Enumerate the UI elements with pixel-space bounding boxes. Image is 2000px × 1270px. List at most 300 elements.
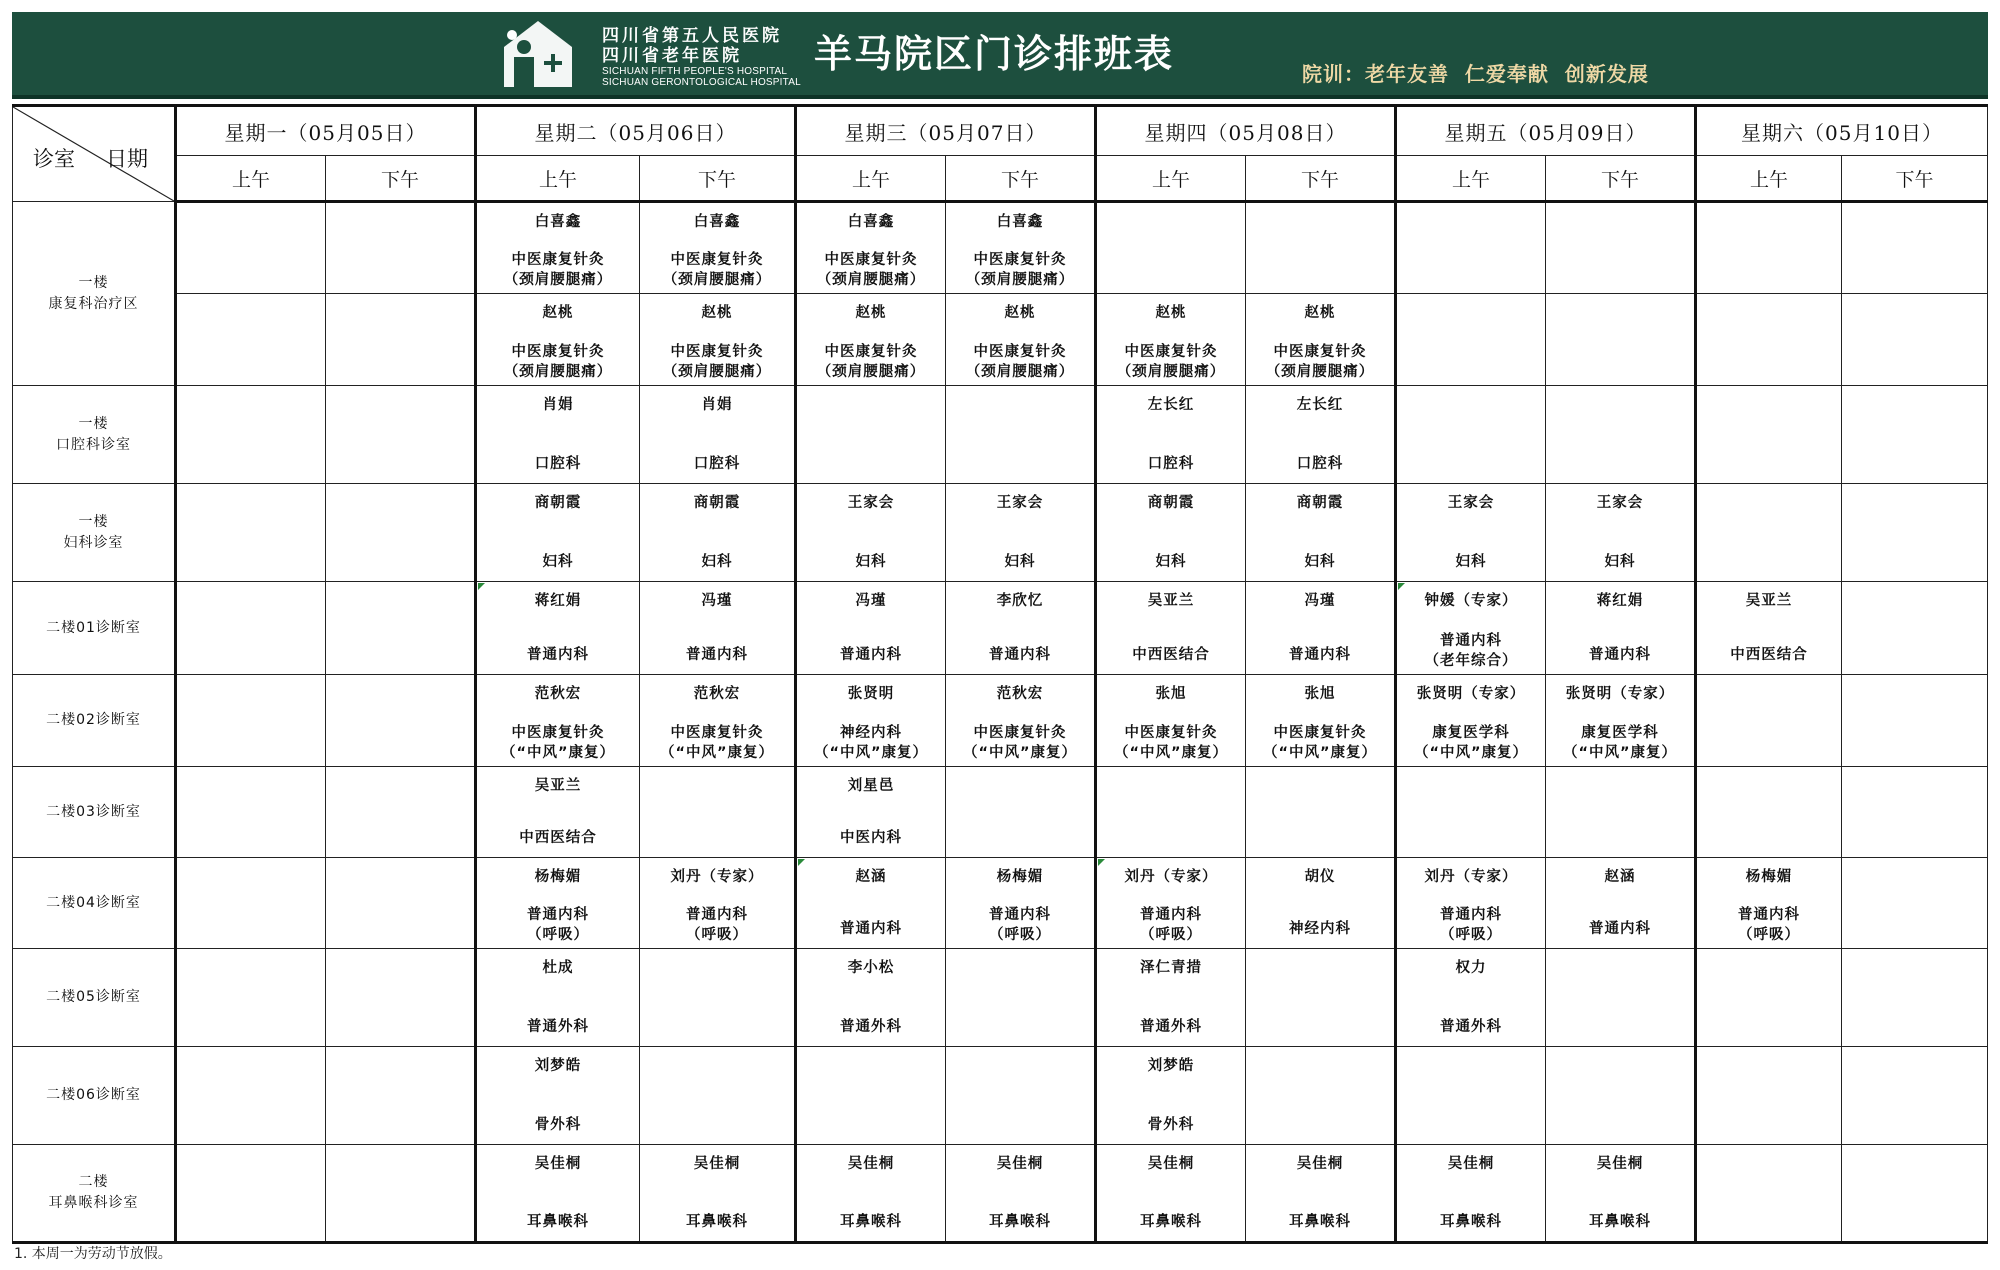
- department-line1: 普通内科: [1140, 907, 1202, 923]
- schedule-cell: [1246, 582, 1396, 675]
- doctor-name: 范秋宏: [534, 686, 582, 702]
- schedule-cell: [1096, 949, 1246, 1047]
- schedule-cell: [640, 675, 796, 767]
- doctor-name: 王家会: [996, 495, 1044, 511]
- schedule-cell: [476, 1047, 640, 1145]
- schedule-cell: [476, 767, 640, 858]
- schedule-cell: [176, 675, 326, 767]
- schedule-cell: [1096, 294, 1246, 386]
- pm-header: 下午: [1546, 156, 1696, 202]
- schedule-cell: [326, 675, 476, 767]
- department: [1546, 1212, 1694, 1232]
- schedule-cell: [476, 949, 640, 1047]
- room-label-line2: 康复科治疗区: [48, 295, 139, 312]
- doctor-name: 李小松: [847, 960, 895, 976]
- department: [946, 645, 1094, 665]
- schedule-cell: [326, 1145, 476, 1243]
- schedule-cell: [1842, 858, 1988, 949]
- department-line1: 中医康复针灸: [973, 725, 1067, 741]
- schedule-cell: [1696, 675, 1842, 767]
- schedule-cell: [946, 1145, 1096, 1243]
- department-line2: （“中风”康复）: [962, 745, 1078, 761]
- department-line1: 耳鼻喉科: [840, 1214, 902, 1230]
- doctor-name: 刘梦皓: [1147, 1058, 1195, 1074]
- department-line1: 妇科: [1004, 554, 1036, 570]
- department: [1697, 645, 1841, 665]
- schedule-row: [13, 949, 1988, 1047]
- schedule-cell: [1696, 386, 1842, 484]
- schedule-cell: [1396, 484, 1546, 582]
- corner-header: [13, 106, 176, 202]
- department: [1697, 905, 1841, 945]
- schedule-row: [13, 1047, 1988, 1145]
- department: [1397, 552, 1545, 572]
- department-line1: 口腔科: [1296, 456, 1344, 472]
- schedule-cell: [1696, 484, 1842, 582]
- department: [1097, 454, 1245, 474]
- doctor-name: 李欣忆: [996, 593, 1044, 609]
- department-line1: 普通内科: [989, 907, 1051, 923]
- schedule-cell: [640, 949, 796, 1047]
- doctor-name: 赵涵: [855, 869, 887, 885]
- doctor-name: 肖娟: [701, 397, 733, 413]
- schedule-cell: [176, 294, 326, 386]
- schedule-cell: [796, 675, 946, 767]
- department-line1: 中医康复针灸: [973, 252, 1067, 268]
- department-line2: （“中风”康复）: [500, 745, 616, 761]
- department: [1246, 645, 1394, 665]
- department-line2: （呼吸）: [1140, 927, 1202, 943]
- department-line1: 中医康复针灸: [1273, 725, 1367, 741]
- schedule-cell: [476, 675, 640, 767]
- doctor-name: 刘丹（专家）: [1424, 869, 1518, 885]
- department-line1: 耳鼻喉科: [1440, 1214, 1502, 1230]
- schedule-cell: [1842, 582, 1988, 675]
- schedule-cell: [1546, 202, 1696, 294]
- department-line1: 普通内科: [1289, 647, 1351, 663]
- department-line1: 普通内科: [1440, 633, 1502, 649]
- department: [1397, 905, 1545, 945]
- schedule-cell: [1396, 858, 1546, 949]
- schedule-row: [13, 582, 1988, 675]
- schedule-cell: [640, 582, 796, 675]
- schedule-row: [13, 386, 1988, 484]
- doctor-name: 白喜鑫: [693, 214, 741, 230]
- department-line2: （颈肩腰腿痛）: [503, 272, 613, 288]
- schedule-cell: [1246, 484, 1396, 582]
- doctor-name: 白喜鑫: [996, 214, 1044, 230]
- department-line2: （颈肩腰腿痛）: [965, 272, 1075, 288]
- page-title: 羊马院区门诊排班表: [814, 31, 1175, 76]
- schedule-cell: [476, 202, 640, 294]
- schedule-cell: [946, 202, 1096, 294]
- room-label: [13, 1047, 176, 1145]
- schedule-cell: [946, 675, 1096, 767]
- department-line1: 普通内科: [686, 647, 748, 663]
- department: [946, 1212, 1094, 1232]
- schedule-cell: [1246, 1145, 1396, 1243]
- department-line2: （老年综合）: [1424, 653, 1518, 669]
- schedule-cell: [796, 484, 946, 582]
- schedule-cell: [1546, 1047, 1696, 1145]
- schedule-cell: [476, 484, 640, 582]
- department-line1: 普通内科: [1589, 647, 1651, 663]
- day-header: 星期四（05月08日）: [1096, 106, 1396, 156]
- schedule-cell: [1696, 858, 1842, 949]
- department-line1: 神经内科: [840, 725, 902, 741]
- department-line2: （颈肩腰腿痛）: [662, 272, 772, 288]
- department: [477, 645, 639, 665]
- cell-note-marker: [798, 859, 805, 866]
- department-line1: 中西医结合: [1132, 647, 1210, 663]
- schedule-body: [13, 202, 1988, 1243]
- department-line1: 普通内科: [840, 921, 902, 937]
- doctor-name: 赵桃: [1004, 305, 1036, 321]
- schedule-cell: [640, 1047, 796, 1145]
- doctor-name: 吴佳桐: [847, 1156, 895, 1172]
- schedule-cell: [1096, 1047, 1246, 1145]
- schedule-table: [12, 104, 1988, 1244]
- day-header: 星期一（05月05日）: [176, 106, 476, 156]
- room-label: [13, 767, 176, 858]
- doctor-name: 王家会: [1596, 495, 1644, 511]
- doctor-name: 赵桃: [701, 305, 733, 321]
- room-label-line1: 二楼: [78, 1174, 109, 1190]
- schedule-cell: [1396, 767, 1546, 858]
- schedule-cell: [1546, 386, 1696, 484]
- schedule-row: [13, 675, 1988, 767]
- department-line1: 中医康复针灸: [973, 344, 1067, 360]
- doctor-name: 商朝霞: [1296, 495, 1344, 511]
- pm-header: 下午: [326, 156, 476, 202]
- department-line1: 中医康复针灸: [1273, 344, 1367, 360]
- schedule-cell: [176, 386, 326, 484]
- department: [797, 645, 945, 665]
- department: [1546, 645, 1694, 665]
- department-line1: 神经内科: [1289, 921, 1351, 937]
- department: [1546, 919, 1694, 939]
- schedule-cell: [946, 767, 1096, 858]
- doctor-name: 赵涵: [1604, 869, 1636, 885]
- department: [1097, 1212, 1245, 1232]
- schedule-cell: [640, 202, 796, 294]
- schedule-cell: [796, 294, 946, 386]
- day-header: 星期五（05月09日）: [1396, 106, 1696, 156]
- doctor-name: 肖娟: [542, 397, 574, 413]
- schedule-cell: [1246, 202, 1396, 294]
- department: [946, 250, 1094, 290]
- hospital-name-cn-1: 四川省第五人民医院: [602, 26, 782, 46]
- department: [477, 1115, 639, 1135]
- doctor-name: 泽仁青措: [1140, 960, 1202, 976]
- room-label-line1: 二楼01诊断室: [46, 619, 141, 636]
- department-line1: 妇科: [1155, 554, 1187, 570]
- cell-note-marker: [478, 583, 485, 590]
- doctor-name: 杨梅媚: [996, 869, 1044, 885]
- department: [797, 828, 945, 848]
- schedule-row: [13, 1145, 1988, 1243]
- department: [477, 1212, 639, 1232]
- department-line2: （颈肩腰腿痛）: [1116, 364, 1226, 380]
- department: [640, 905, 794, 945]
- department: [1097, 1115, 1245, 1135]
- department: [1246, 454, 1394, 474]
- department-line1: 康复医学科: [1581, 725, 1659, 741]
- department-line2: （“中风”康复）: [659, 745, 775, 761]
- room-label: [13, 1145, 176, 1243]
- schedule-row: [13, 858, 1988, 949]
- department-line1: 普通内科: [1440, 907, 1502, 923]
- doctor-name: 张旭: [1155, 686, 1187, 702]
- department: [1246, 342, 1394, 382]
- department-line1: 中医康复针灸: [670, 725, 764, 741]
- am-header: 上午: [1096, 156, 1246, 202]
- department: [797, 552, 945, 572]
- schedule-cell: [946, 1047, 1096, 1145]
- department: [946, 905, 1094, 945]
- schedule-cell: [476, 858, 640, 949]
- room-label-line2: 妇科诊室: [63, 534, 124, 551]
- department-line1: 普通外科: [1440, 1019, 1502, 1035]
- doctor-name: 张贤明: [847, 686, 895, 702]
- header-banner: [12, 12, 1988, 99]
- pm-header: 下午: [1842, 156, 1988, 202]
- department-line2: （“中风”康复）: [1562, 745, 1678, 761]
- schedule-cell: [796, 386, 946, 484]
- doctor-name: 冯瑾: [701, 593, 733, 609]
- doctor-name: 胡仪: [1304, 869, 1336, 885]
- schedule-cell: [1546, 858, 1696, 949]
- hospital-name-cn-2: 四川省老年医院: [602, 46, 742, 66]
- schedule-cell: [176, 1145, 326, 1243]
- department-line1: 中医康复针灸: [824, 252, 918, 268]
- schedule-cell: [946, 858, 1096, 949]
- schedule-cell: [1546, 1145, 1696, 1243]
- department-line1: 中医康复针灸: [1124, 725, 1218, 741]
- doctor-name: 白喜鑫: [847, 214, 895, 230]
- schedule-cell: [1396, 1047, 1546, 1145]
- department-line1: 中医康复针灸: [1124, 344, 1218, 360]
- department-line2: （颈肩腰腿痛）: [503, 364, 613, 380]
- doctor-name: 范秋宏: [693, 686, 741, 702]
- schedule-cell: [796, 949, 946, 1047]
- schedule-cell: [1096, 858, 1246, 949]
- schedule-cell: [1696, 582, 1842, 675]
- department: [946, 342, 1094, 382]
- department-line2: （呼吸）: [1440, 927, 1502, 943]
- hospital-name-en-1: SICHUAN FIFTH PEOPLE'S HOSPITAL: [602, 66, 788, 77]
- cell-note-marker: [1098, 859, 1105, 866]
- hospital-logo: [500, 17, 576, 95]
- schedule-cell: [1246, 1047, 1396, 1145]
- schedule-cell: [946, 949, 1096, 1047]
- schedule-cell: [326, 294, 476, 386]
- schedule-cell: [640, 767, 796, 858]
- schedule-cell: [1546, 294, 1696, 386]
- doctor-name: 刘星邑: [847, 778, 895, 794]
- schedule-cell: [476, 582, 640, 675]
- schedule-cell: [640, 858, 796, 949]
- department: [640, 342, 794, 382]
- schedule-cell: [176, 858, 326, 949]
- doctor-name: 赵桃: [1304, 305, 1336, 321]
- department-line1: 普通内科: [527, 647, 589, 663]
- corner-room-label: 诊室: [33, 147, 75, 171]
- department-line1: 普通外科: [527, 1019, 589, 1035]
- department: [640, 645, 794, 665]
- department-line1: 妇科: [1304, 554, 1336, 570]
- department-line1: 口腔科: [693, 456, 741, 472]
- schedule-cell: [1546, 675, 1696, 767]
- room-label-line1: 二楼04诊断室: [46, 894, 141, 911]
- schedule-cell: [796, 202, 946, 294]
- schedule-cell: [1396, 386, 1546, 484]
- department: [1097, 552, 1245, 572]
- schedule-cell: [326, 767, 476, 858]
- department: [477, 723, 639, 763]
- schedule-cell: [796, 767, 946, 858]
- department: [477, 905, 639, 945]
- department-line1: 普通外科: [1140, 1019, 1202, 1035]
- doctor-name: 吴佳桐: [534, 1156, 582, 1172]
- schedule-cell: [1696, 202, 1842, 294]
- schedule-cell: [176, 1047, 326, 1145]
- schedule-cell: [796, 1047, 946, 1145]
- doctor-name: 张贤明（专家）: [1416, 686, 1526, 702]
- cell-note-marker: [1398, 583, 1405, 590]
- department-line1: 普通内科: [686, 907, 748, 923]
- department-line1: 中医康复针灸: [824, 344, 918, 360]
- pm-header: 下午: [1246, 156, 1396, 202]
- schedule-cell: [1696, 1047, 1842, 1145]
- department-line2: （呼吸）: [1738, 927, 1800, 943]
- schedule-cell: [640, 294, 796, 386]
- department-line1: 中医康复针灸: [670, 252, 764, 268]
- department-line1: 普通内科: [527, 907, 589, 923]
- corner-date-label: 日期: [106, 147, 148, 171]
- department: [797, 250, 945, 290]
- schedule-cell: [1546, 484, 1696, 582]
- department-line1: 耳鼻喉科: [1140, 1214, 1202, 1230]
- department-line1: 中医康复针灸: [511, 725, 605, 741]
- department: [477, 1017, 639, 1037]
- footnote: 1. 本周一为劳动节放假。: [14, 1246, 172, 1262]
- department: [477, 454, 639, 474]
- department: [1246, 1212, 1394, 1232]
- room-label: [13, 386, 176, 484]
- department: [1246, 723, 1394, 763]
- department: [1246, 552, 1394, 572]
- schedule-cell: [1842, 294, 1988, 386]
- department: [1546, 723, 1694, 763]
- department: [1097, 1017, 1245, 1037]
- department-line1: 口腔科: [534, 456, 582, 472]
- room-label: [13, 484, 176, 582]
- room-label-line2: 口腔科诊室: [56, 436, 131, 453]
- department-line1: 耳鼻喉科: [527, 1214, 589, 1230]
- department-line2: （颈肩腰腿痛）: [965, 364, 1075, 380]
- department: [797, 723, 945, 763]
- doctor-name: 赵桃: [855, 305, 887, 321]
- schedule-cell: [1396, 949, 1546, 1047]
- department: [797, 919, 945, 939]
- schedule-cell: [946, 294, 1096, 386]
- department-line1: 中医康复针灸: [511, 344, 605, 360]
- room-label-line1: 二楼03诊断室: [46, 803, 141, 820]
- doctor-name: 张贤明（专家）: [1565, 686, 1675, 702]
- department: [640, 1212, 794, 1232]
- schedule-row: [13, 202, 1988, 294]
- pm-header: 下午: [640, 156, 796, 202]
- department: [640, 552, 794, 572]
- room-label-line1: 一楼: [78, 513, 109, 530]
- pm-header: 下午: [946, 156, 1096, 202]
- department-line2: （“中风”康复）: [813, 745, 929, 761]
- department: [1097, 723, 1245, 763]
- department: [1097, 645, 1245, 665]
- department-line2: （呼吸）: [527, 927, 589, 943]
- department-line1: 耳鼻喉科: [1289, 1214, 1351, 1230]
- doctor-name: 吴佳桐: [1147, 1156, 1195, 1172]
- department: [797, 1017, 945, 1037]
- schedule-cell: [1096, 767, 1246, 858]
- room-label-line1: 一楼: [78, 415, 109, 432]
- department-line1: 普通内科: [1589, 921, 1651, 937]
- doctor-name: 蒋红娟: [534, 593, 582, 609]
- department: [797, 342, 945, 382]
- department-line1: 康复医学科: [1432, 725, 1510, 741]
- schedule-cell: [326, 484, 476, 582]
- department: [1397, 1017, 1545, 1037]
- doctor-name: 冯瑾: [1304, 593, 1336, 609]
- schedule-cell: [640, 1145, 796, 1243]
- am-header: 上午: [176, 156, 326, 202]
- department: [477, 552, 639, 572]
- doctor-name: 刘梦皓: [534, 1058, 582, 1074]
- department-line1: 骨外科: [534, 1117, 582, 1133]
- department-line1: 中西医结合: [1730, 647, 1808, 663]
- schedule-cell: [176, 767, 326, 858]
- schedule-cell: [1096, 386, 1246, 484]
- doctor-name: 杜成: [542, 960, 574, 976]
- room-label: [13, 582, 176, 675]
- doctor-name: 杨梅媚: [1745, 869, 1793, 885]
- day-header: 星期二（05月06日）: [476, 106, 796, 156]
- doctor-name: 商朝霞: [693, 495, 741, 511]
- department-line1: 耳鼻喉科: [1589, 1214, 1651, 1230]
- schedule-cell: [1096, 582, 1246, 675]
- department-line1: 普通内科: [840, 647, 902, 663]
- doctor-name: 范秋宏: [996, 686, 1044, 702]
- doctor-name: 吴亚兰: [1147, 593, 1195, 609]
- department-line2: （“中风”康复）: [1413, 745, 1529, 761]
- doctor-name: 冯瑾: [855, 593, 887, 609]
- room-label: [13, 202, 176, 386]
- schedule-cell: [1396, 582, 1546, 675]
- schedule-cell: [1096, 484, 1246, 582]
- doctor-name: 王家会: [1447, 495, 1495, 511]
- schedule-cell: [1396, 202, 1546, 294]
- doctor-name: 刘丹（专家）: [670, 869, 764, 885]
- schedule-cell: [796, 858, 946, 949]
- doctor-name: 吴亚兰: [534, 778, 582, 794]
- department-line1: 口腔科: [1147, 456, 1195, 472]
- schedule-cell: [476, 1145, 640, 1243]
- hospital-name-en-2: SICHUAN GERONTOLOGICAL HOSPITAL: [602, 77, 801, 88]
- department: [946, 552, 1094, 572]
- hospital-name: [602, 26, 801, 88]
- schedule-cell: [176, 949, 326, 1047]
